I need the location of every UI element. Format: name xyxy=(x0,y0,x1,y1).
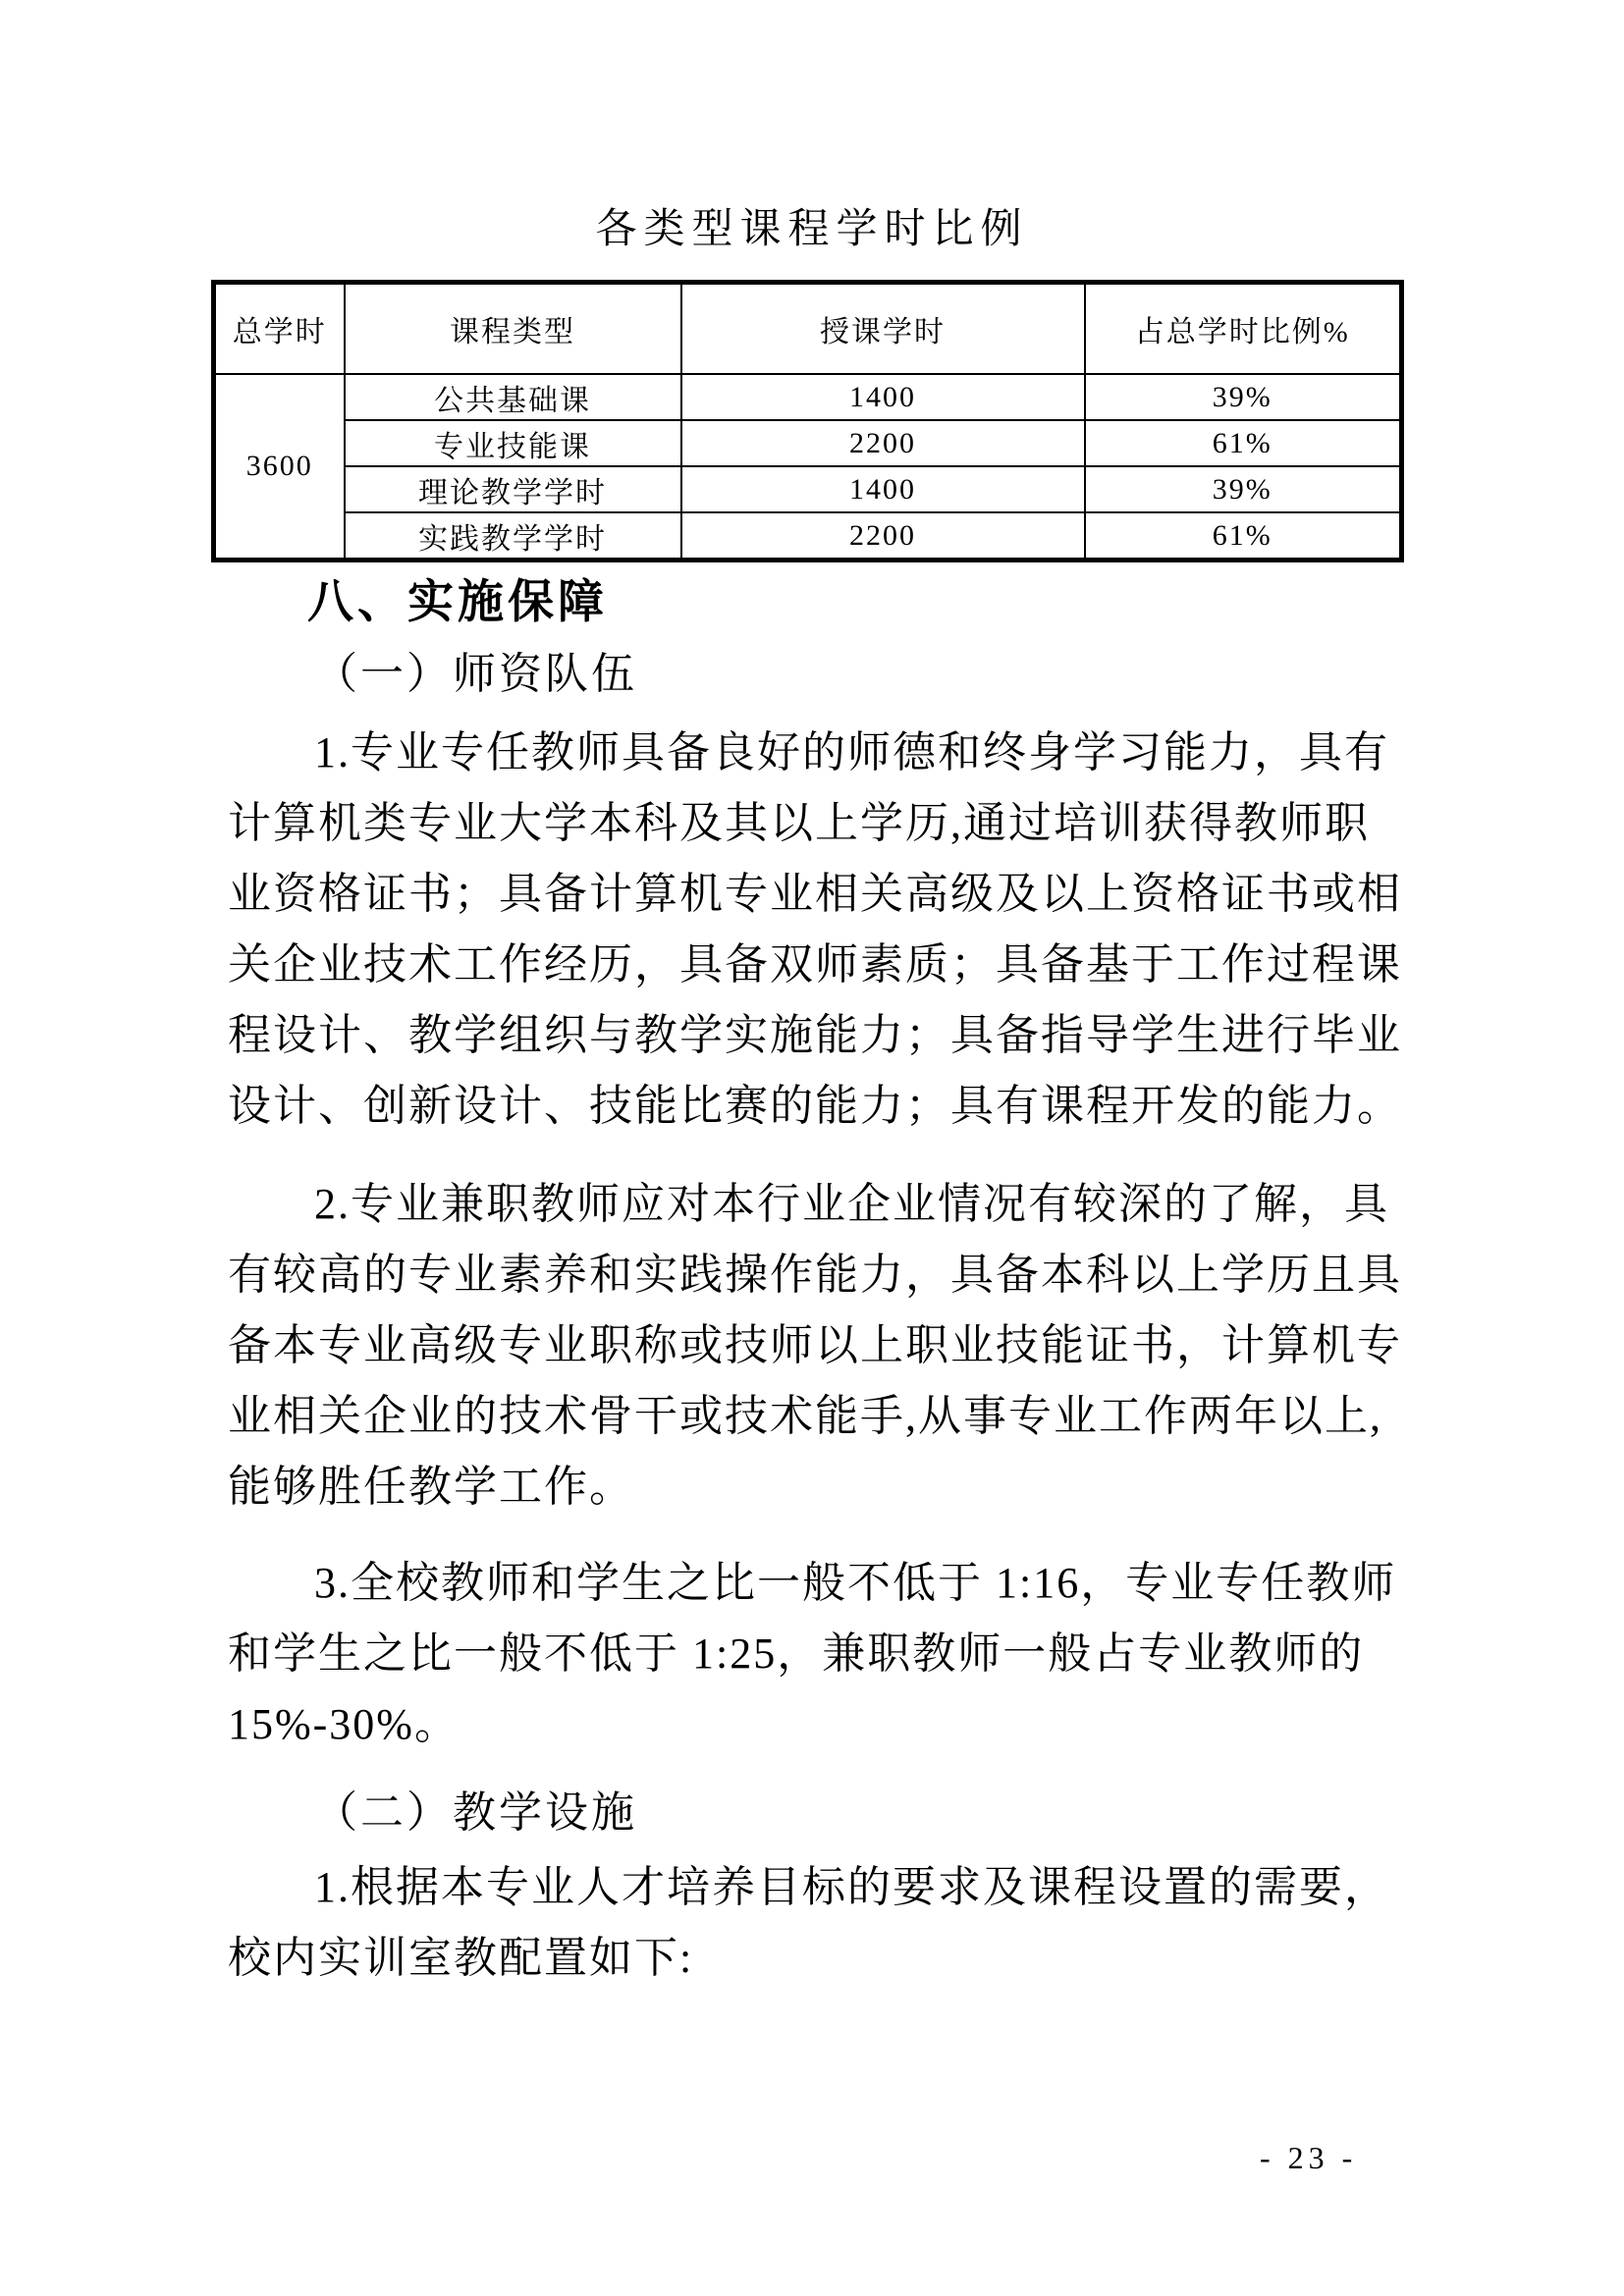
text-line: 备本专业高级专业职称或技师以上职业技能证书，计算机专 xyxy=(228,1321,1402,1369)
section-heading: 八、实施保障 xyxy=(307,575,608,627)
text-line: 3.全校教师和学生之比一般不低于 1:16，专业专任教师 xyxy=(314,1559,1397,1607)
cell-percent: 61% xyxy=(1085,420,1402,466)
text-line: 关企业技术工作经历，具备双师素质；具备基于工作过程课 xyxy=(228,940,1402,988)
table-row xyxy=(214,512,1402,561)
text-line: 能够胜任教学工作。 xyxy=(228,1463,634,1511)
text-line: 设计、创新设计、技能比赛的能力；具有课程开发的能力。 xyxy=(228,1082,1402,1130)
text-line: 和学生之比一般不低于 1:25，兼职教师一般占专业教师的 xyxy=(228,1629,1365,1678)
cell-course-type: 专业技能课 xyxy=(345,420,681,466)
cell-total-hours: 3600 xyxy=(214,374,345,561)
subsection-heading-2: （二）教学设施 xyxy=(314,1789,637,1837)
header-total-hours: 总学时 xyxy=(214,283,345,375)
text-line: 有较高的专业素养和实践操作能力，具备本科以上学历且具 xyxy=(228,1251,1402,1299)
text-line: 1.根据本专业人才培养目标的要求及课程设置的需要， xyxy=(314,1863,1389,1911)
cell-hours: 2200 xyxy=(681,512,1085,561)
text-line: 业资格证书；具备计算机专业相关高级及以上资格证书或相 xyxy=(228,870,1402,918)
cell-hours: 1400 xyxy=(681,374,1085,420)
paragraph-4 xyxy=(228,1852,1389,1994)
cell-percent: 39% xyxy=(1085,466,1402,512)
cell-course-type: 理论教学学时 xyxy=(345,466,681,512)
text-line: 计算机类专业大学本科及其以上学历,通过培训获得教师职 xyxy=(228,799,1370,847)
page-number: - 23 - xyxy=(1260,2140,1358,2175)
cell-course-type: 实践教学学时 xyxy=(345,512,681,561)
cell-percent: 39% xyxy=(1085,374,1402,420)
header-percent: 占总学时比例% xyxy=(1085,283,1402,375)
table-row xyxy=(214,374,1402,420)
paragraph-1 xyxy=(228,718,1402,1142)
text-line: 程设计、教学组织与教学实施能力；具备指导学生进行毕业 xyxy=(228,1011,1402,1059)
header-teaching-hours: 授课学时 xyxy=(681,283,1085,375)
cell-hours: 1400 xyxy=(681,466,1085,512)
table-row xyxy=(214,466,1402,512)
paragraph-2 xyxy=(228,1169,1402,1522)
subsection-heading-1: （一）师资队伍 xyxy=(314,650,637,698)
cell-percent: 61% xyxy=(1085,512,1402,561)
text-line: 业相关企业的技术骨干或技术能手,从事专业工作两年以上, xyxy=(228,1392,1382,1440)
table-row xyxy=(214,420,1402,466)
course-hours-table xyxy=(211,280,1404,562)
cell-course-type: 公共基础课 xyxy=(345,374,681,420)
paragraph-3 xyxy=(228,1548,1397,1760)
text-line: 15%-30%。 xyxy=(228,1700,460,1748)
text-line: 1.专业专任教师具备良好的师德和终身学习能力，具有 xyxy=(314,728,1389,776)
text-line: 2.专业兼职教师应对本行业企业情况有较深的了解，具 xyxy=(314,1180,1389,1228)
text-line: 校内实训室教配置如下: xyxy=(228,1934,694,1982)
cell-hours: 2200 xyxy=(681,420,1085,466)
table-title: 各类型课程学时比例 xyxy=(595,207,1029,252)
table-header-row xyxy=(214,283,1402,375)
header-course-type: 课程类型 xyxy=(345,283,681,375)
